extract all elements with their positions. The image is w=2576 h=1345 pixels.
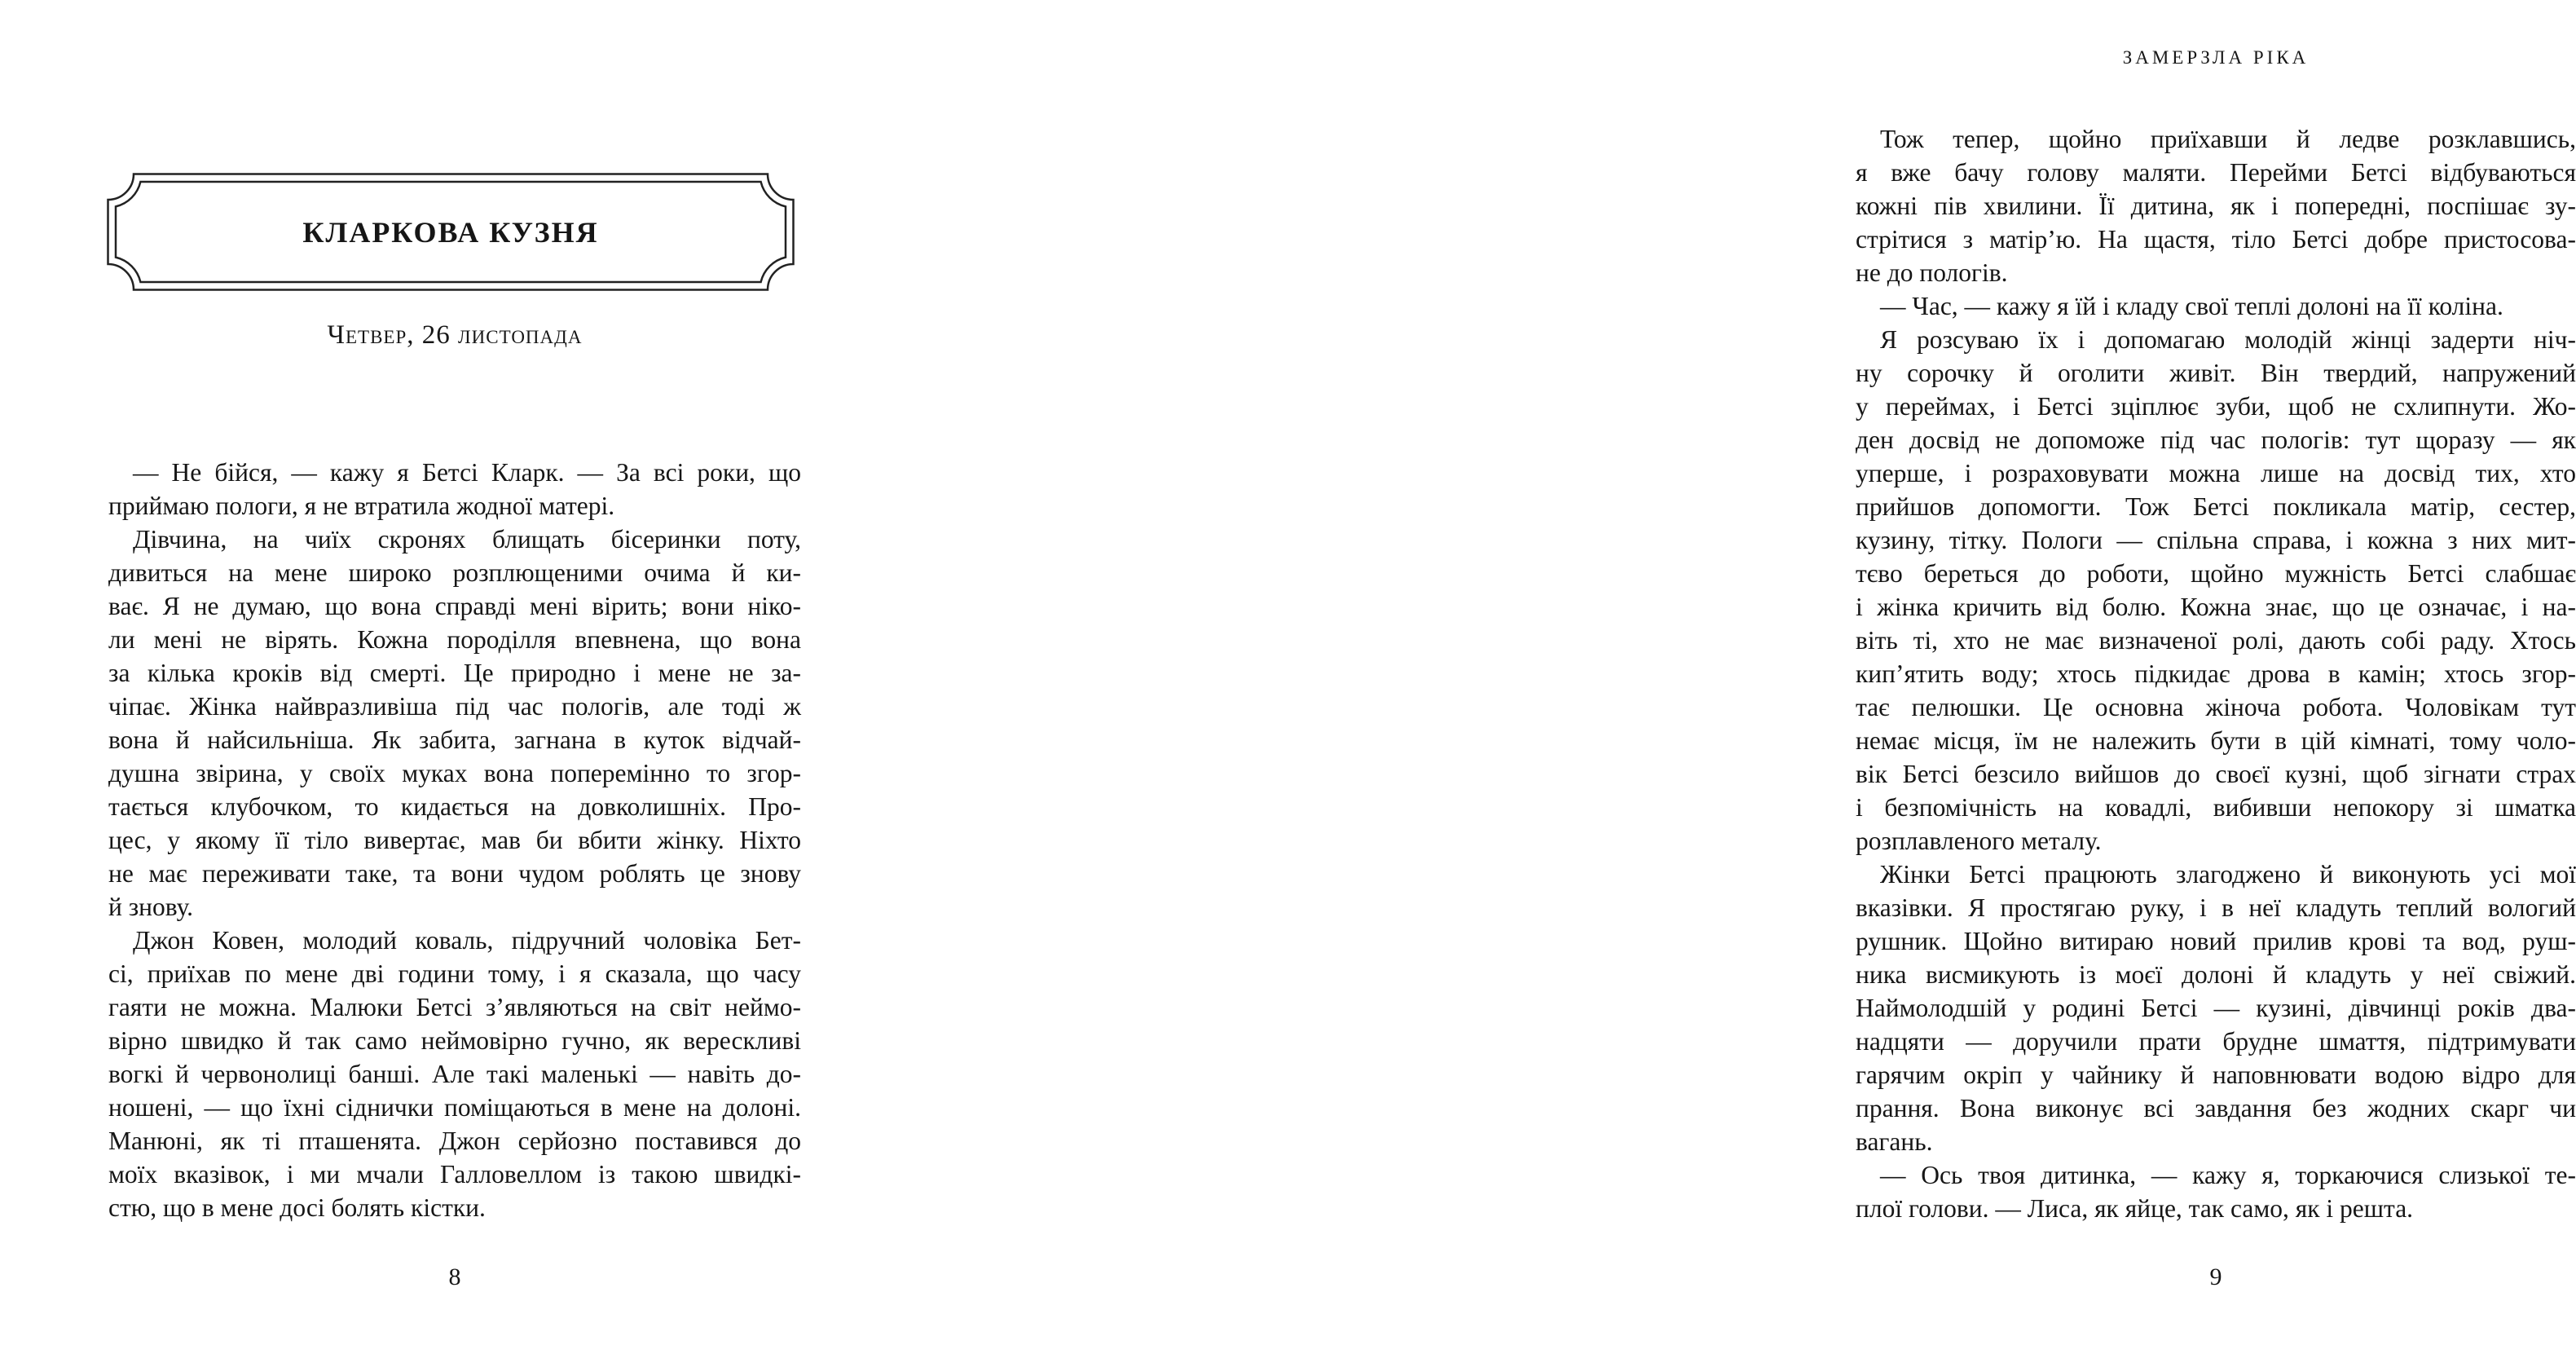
entry-date: Четвер, 26 листопада	[327, 320, 583, 350]
text-line: надцяти — доручили прати брудне шмаття, підтримувати	[1856, 1027, 2576, 1056]
text-line: тається клубочком, то кидається на довколишніх. Про-	[108, 792, 801, 821]
text-line: Тож тепер, щойно приїхавши й ледве розклавшись,	[1880, 125, 2576, 153]
text-line: плої голови. — Лиса, як яйце, так само, як і решта.	[1856, 1194, 2414, 1223]
text-line: Дівчина, на чиїх скронях блищать бісеринки поту,	[133, 525, 801, 553]
page-number-right: 9	[2209, 1263, 2222, 1290]
text-line: вогкі й червонолиці банші. Але такі маленькі — навіть до-	[108, 1060, 801, 1088]
text-line: вік Бетсі безсило вийшов до своєї кузні, щоб зігнати страх	[1856, 760, 2576, 788]
text-line: я вже бачу голову маляти. Перейми Бетсі відбуваються	[1856, 158, 2576, 187]
text-line: душна звірина, у своїх муках вона поперемінно то згор-	[108, 759, 801, 787]
left-page	[0, 0, 896, 1345]
text-line: рушник. Щойно витираю новий прилив крові та вод, руш-	[1856, 927, 2576, 955]
left-page-body	[108, 456, 801, 1224]
text-line: прийшов допомогти. Тож Бетсі покликала матір, сестер,	[1856, 492, 2576, 521]
text-line: Джон Ковен, молодий коваль, підручний чоловіка Бет-	[133, 926, 801, 955]
text-line: стю, що в мене досі болять кістки.	[108, 1193, 486, 1222]
chapter-title-frame	[106, 172, 795, 292]
text-line: Наймолодшій у родині Бетсі — кузині, дівчинці років два-	[1856, 994, 2576, 1022]
text-line: розплавленого металу.	[1856, 827, 2102, 855]
text-line: віть ті, хто не має визначеної ролі, дають собі раду. Хтось	[1856, 626, 2576, 655]
text-line: чіпає. Жінка найвразливіша під час пологів, але тоді ж	[108, 692, 801, 721]
running-header: ЗАМЕРЗЛА РІКА	[2122, 47, 2310, 68]
text-line: Манюні, як ті пташенята. Джон серйозно поставився до	[108, 1127, 801, 1155]
text-line: тає пелюшки. Це основна жіноча робота. Чоловікам тут	[1856, 693, 2576, 721]
text-line: за кілька кроків від смерті. Це природно і мене не за-	[108, 659, 801, 687]
text-line: тєво береться до роботи, щойно мужність Бетсі слабшає	[1856, 559, 2576, 588]
text-line: гаяти не можна. Малюки Бетсі з’являються на світ неймо-	[108, 993, 801, 1021]
text-line: кип’ятить воду; хтось підкидає дрова в камін; хтось згор-	[1856, 659, 2576, 688]
text-line: прання. Вона виконує всі завдання без жодних скарг чи	[1856, 1094, 2576, 1122]
text-line: уперше, і розраховувати можна лише на досвід тих, хто	[1856, 459, 2576, 487]
text-line: ває. Я не думаю, що вона справді мені вірить; вони ніко-	[108, 592, 801, 620]
text-line: — Ось твоя дитинка, — кажу я, торкаючися слизької те-	[1880, 1161, 2576, 1189]
text-line: вагань.	[1856, 1127, 1933, 1156]
text-line: кожні пів хвилини. Її дитина, як і попередні, поспішає зу-	[1856, 192, 2576, 220]
text-line: моїх вказівок, і ми мчали Галловеллом із такою швидкі-	[108, 1160, 801, 1188]
right-page-body	[1856, 122, 2576, 1225]
text-line: ну сорочку й оголити живіт. Він твердий, напружений	[1856, 359, 2576, 387]
text-line: вона й найсильніша. Як забита, загнана в куток відчай-	[108, 725, 801, 754]
text-line: — Час, — кажу я їй і кладу свої теплі долоні на її коліна.	[1880, 292, 2503, 320]
text-line: гарячим окріп у чайнику й наповнювати водою відро для	[1856, 1061, 2576, 1089]
page-number-left: 8	[448, 1263, 461, 1290]
text-line: ли мені не вірять. Кожна породілля впевнена, що вона	[108, 625, 801, 654]
text-line: й знову.	[108, 893, 194, 921]
text-line: дивиться на мене широко розплющеними очима й ки-	[108, 558, 801, 587]
text-line: немає місця, їм не належить бути в цій кімнаті, тому чоло-	[1856, 726, 2576, 755]
text-line: і жінка кричить від болю. Кожна знає, що це означає, і на-	[1856, 593, 2576, 621]
text-line: приймаю пологи, я не втратила жодної матері.	[108, 492, 615, 520]
text-line: ношені, — що їхні сіднички поміщаються в мене на долоні.	[108, 1093, 801, 1122]
text-line: Я розсуваю їх і допомагаю молодій жінці задерти ніч-	[1880, 325, 2576, 354]
text-line: стрітися з матір’ю. На щастя, тіло Бетсі добре пристосова-	[1856, 225, 2576, 254]
text-line: вказівки. Я простягаю руку, і в неї кладуть теплий вологий	[1856, 893, 2576, 922]
text-line: і безпомічність на ковадлі, вибивши непокору зі шматка	[1856, 793, 2576, 822]
text-line: ден досвід не допоможе під час пологів: тут щоразу — як	[1856, 426, 2576, 454]
text-line: цес, у якому її тіло вивертає, мав би вбити жінку. Ніхто	[108, 826, 801, 854]
text-line: — Не бійся, — кажу я Бетсі Кларк. — За всі роки, що	[133, 458, 801, 487]
text-line: не до пологів.	[1856, 258, 2008, 287]
text-line: кузину, тітку. Пологи — спільна справа, і кожна з них мит-	[1856, 526, 2576, 554]
text-line: у переймах, і Бетсі зціплює зуби, щоб не схлипнути. Жо-	[1856, 392, 2576, 421]
text-line: вірно швидко й так само неймовірно гучно, як верескливі	[108, 1026, 801, 1055]
text-line: не має переживати таке, та вони чудом роблять це знову	[108, 859, 801, 888]
text-line: сі, приїхав по мене дві години тому, і я сказала, що часу	[108, 959, 801, 988]
right-page	[896, 0, 2576, 1345]
chapter-title: КЛАРКОВА КУЗНЯ	[302, 215, 599, 249]
text-line: Жінки Бетсі працюють злагоджено й виконують усі мої	[1880, 860, 2576, 889]
text-line: ника висмикують із моєї долоні й кладуть у неї свіжий.	[1856, 960, 2576, 989]
